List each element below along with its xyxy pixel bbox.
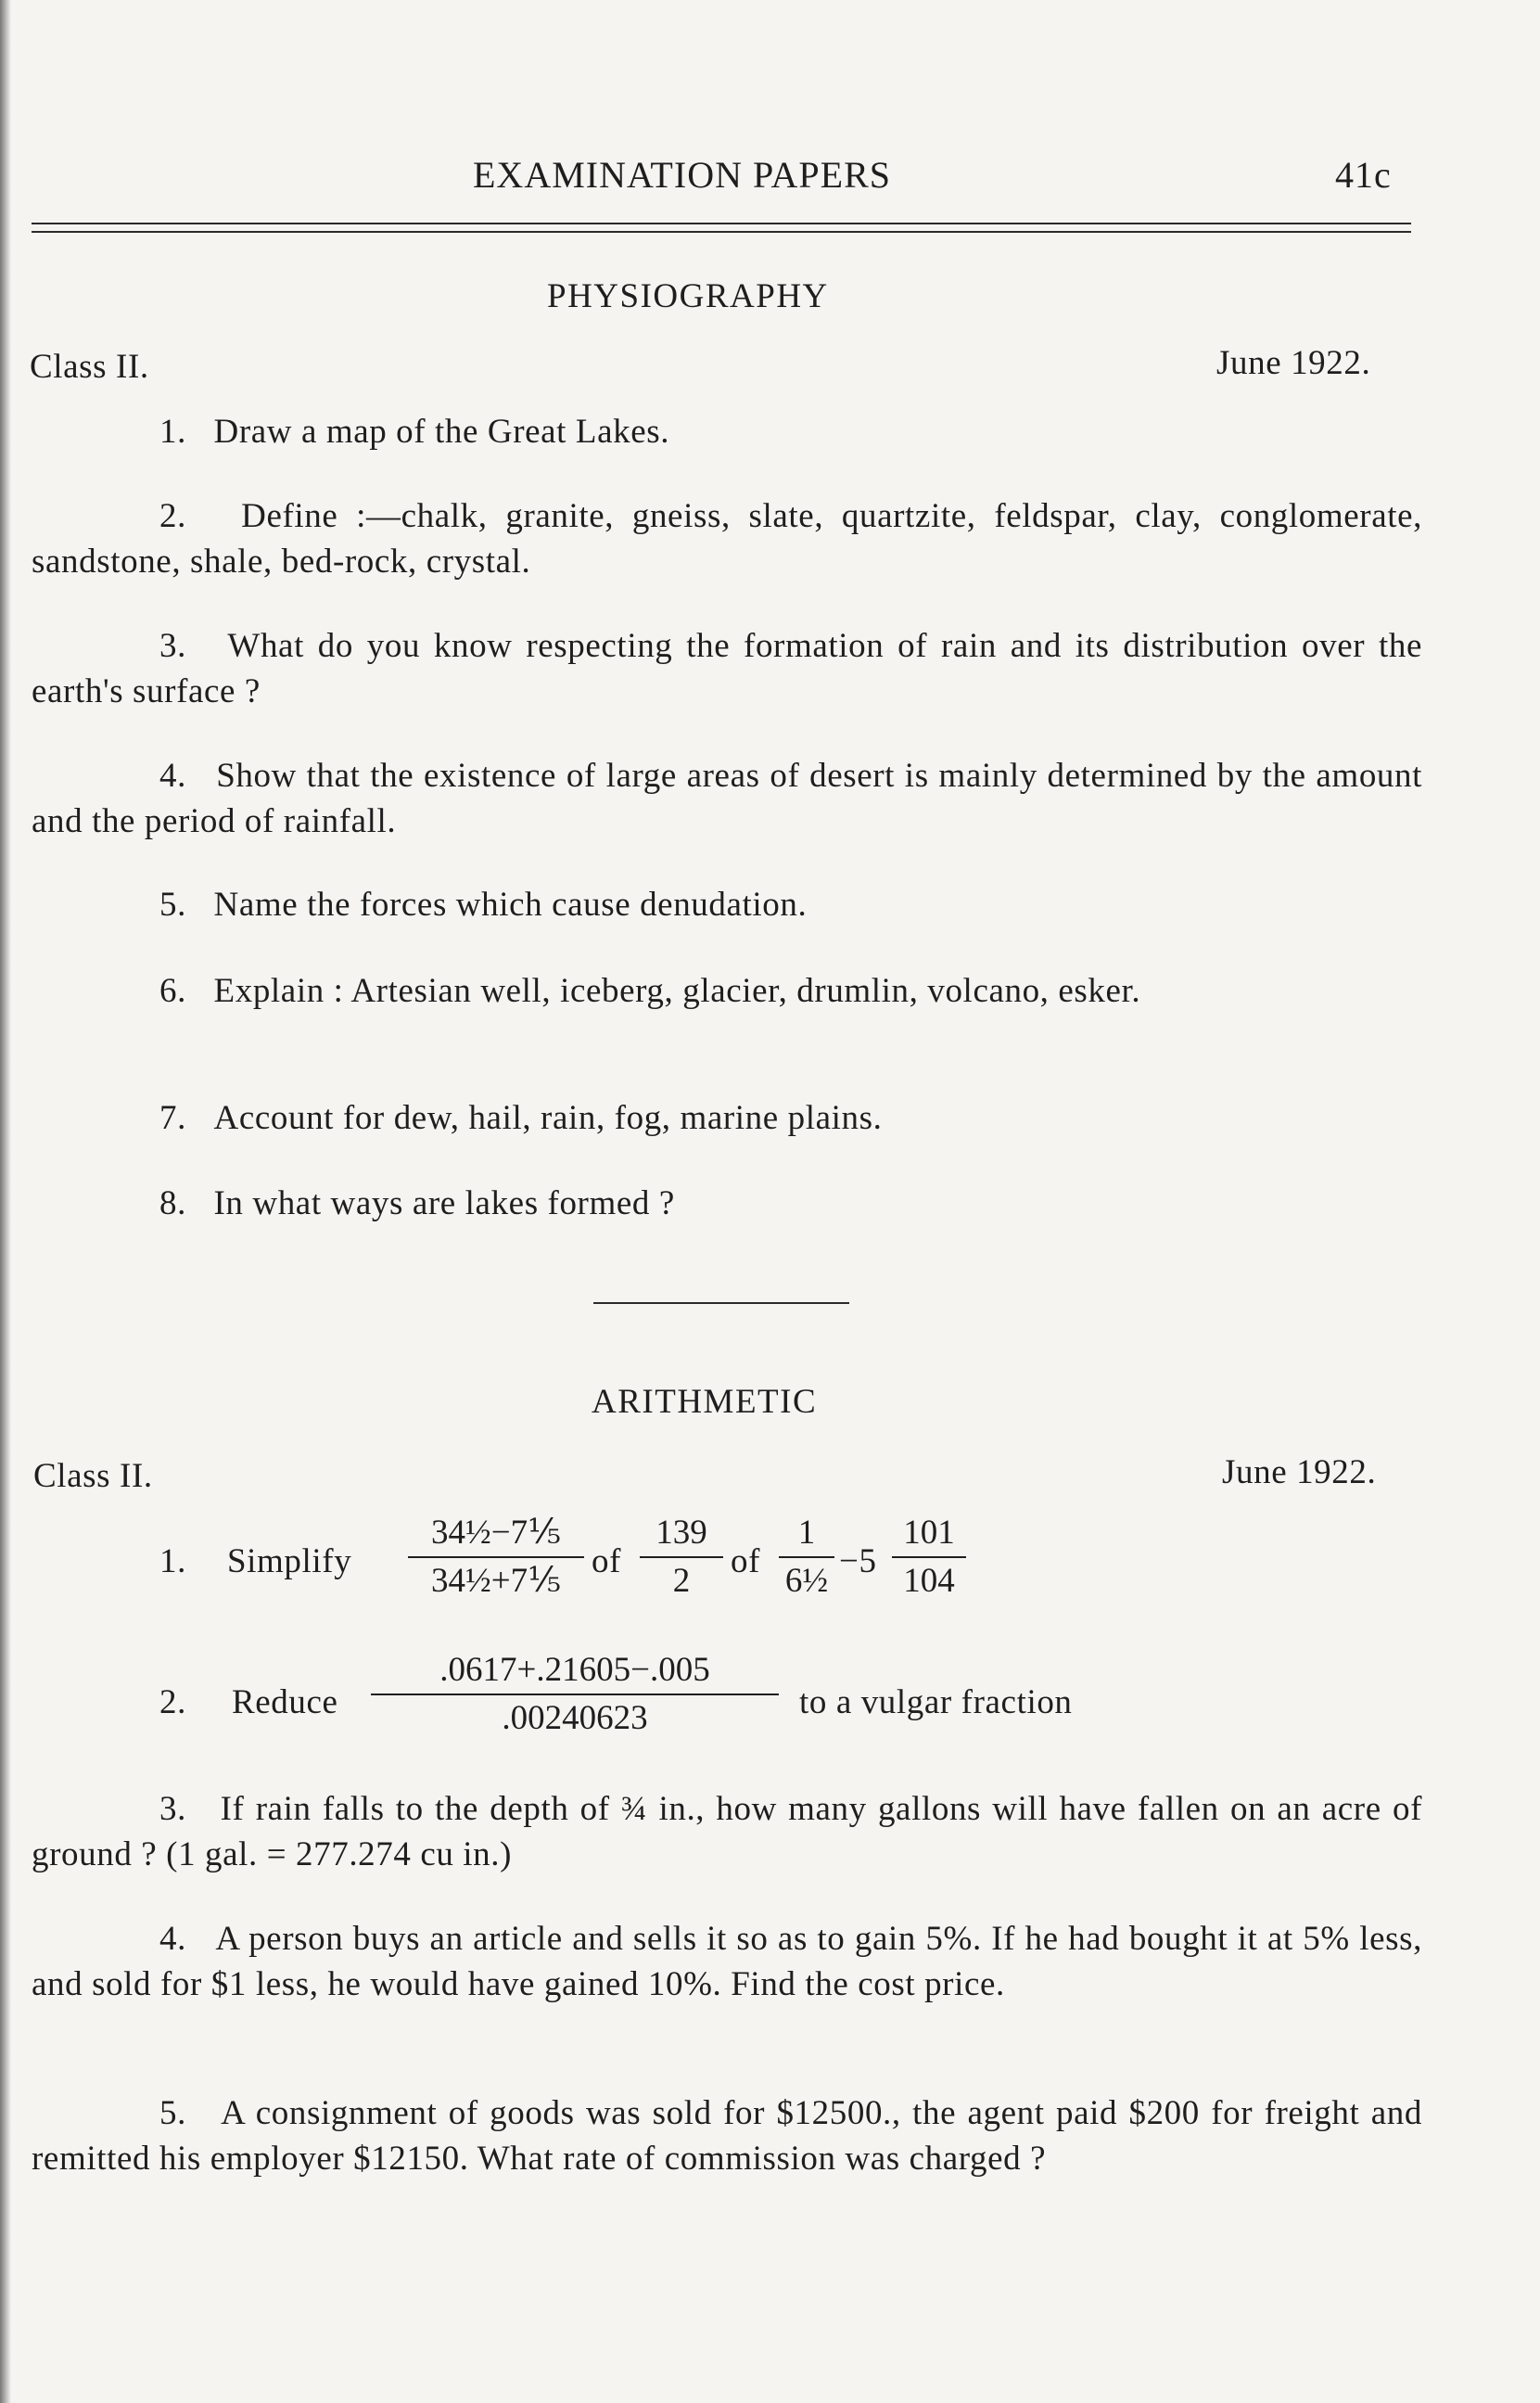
question-text: Name the forces which cause denudation. [213,886,808,924]
question-number: 3. [159,627,186,665]
header-rule-bottom [32,231,1411,233]
arith-q3 [32,1786,1422,1877]
question-number: 2. [159,497,186,535]
physio-q2 [32,493,1422,584]
question-number: 7. [159,1099,186,1137]
arithmetic-class: Class II. [33,1457,153,1495]
fraction-denominator: 104 [903,1562,955,1600]
question-number: 5. [159,886,186,924]
fraction-numerator: 1 [797,1514,816,1552]
question-number: 1. [159,413,186,451]
question-text: Define :—chalk, granite, gneiss, slate, quartzite, feldspar, clay, conglomerate, sandstone, shale, bed-rock, crystal. [32,497,1422,581]
question-number: 5. [159,2094,186,2132]
of-word: of [592,1542,622,1580]
fraction-denominator: .00240623 [502,1699,648,1737]
physiography-date: June 1922. [1216,344,1371,382]
fraction-denominator: 6½ [784,1562,829,1600]
physio-q5 [159,883,807,927]
physio-q1 [159,410,669,454]
question-text: Draw a map of the Great Lakes. [213,413,670,451]
physio-q6 [32,968,1422,1014]
fraction-2 [640,1512,723,1603]
fraction-numerator: 34½−7⅕ [431,1514,561,1552]
question-text: What do you know respecting the formation of rain and its distribution over the earth's surface ? [32,627,1422,710]
page-spine-shadow [0,0,11,2403]
arith-q4 [32,1916,1422,2007]
fraction-3 [779,1512,834,1603]
question-number: 3. [159,1790,186,1828]
question-number: 8. [159,1184,186,1222]
arith-q2-number: 2. [159,1683,186,1721]
arith-q2-label: Reduce [232,1683,338,1721]
question-text: A person buys an article and sells it so as to gain 5%. If he had bought it at 5% less, and sold for $1 less, he would have gained 10%. Find the cost price. [32,1920,1422,2003]
running-header-title: EXAMINATION PAPERS [473,154,892,196]
question-number: 6. [159,972,186,1010]
arith-q2-suffix: to a vulgar fraction [799,1683,1073,1721]
section-divider [593,1302,849,1304]
fraction-numerator: 101 [903,1514,955,1552]
question-text: If rain falls to the depth of ¾ in., how many gallons will have fallen on an acre of ground ? (1 gal. = 277.274 cu in.) [32,1790,1422,1873]
fraction-numerator: .0617+.21605−.005 [439,1651,710,1689]
physio-q3 [32,623,1422,714]
page-number: 41c [1335,154,1392,196]
physiography-class: Class II. [30,348,149,386]
fraction-1 [408,1512,584,1603]
question-number: 4. [159,1920,186,1958]
fraction-denominator: 34½+7⅕ [431,1562,561,1600]
arithmetic-date: June 1922. [1222,1453,1377,1491]
question-text: A consignment of goods was sold for $12500., the agent paid $200 for freight and remitted his employer $12150. What rate of commission was charged ? [32,2094,1422,2178]
section-heading-arithmetic: ARITHMETIC [592,1383,818,1421]
header-rule-top [32,223,1411,224]
physio-q4 [32,753,1422,844]
of-word: of [731,1542,761,1580]
arith-q1-label: Simplify [227,1542,352,1580]
question-text: Show that the existence of large areas of desert is mainly determined by the amount and the period of rainfall. [32,757,1422,840]
fraction-denominator: 2 [672,1562,691,1600]
arith-q5 [32,2090,1422,2181]
question-text: Explain : Artesian well, iceberg, glacier, drumlin, volcano, esker. [213,972,1141,1010]
fraction-reduce [371,1649,779,1740]
fraction-numerator: 139 [655,1514,707,1552]
arith-q1-number: 1. [159,1542,186,1580]
fraction-4 [892,1512,966,1603]
question-text: Account for dew, hail, rain, fog, marine plains. [213,1099,883,1137]
physio-q7 [159,1096,882,1141]
question-number: 4. [159,757,186,795]
mixed-number-whole: −5 [839,1542,877,1580]
section-heading-physiography: PHYSIOGRAPHY [547,277,829,315]
physio-q8 [159,1182,675,1226]
question-text: In what ways are lakes formed ? [213,1184,675,1222]
